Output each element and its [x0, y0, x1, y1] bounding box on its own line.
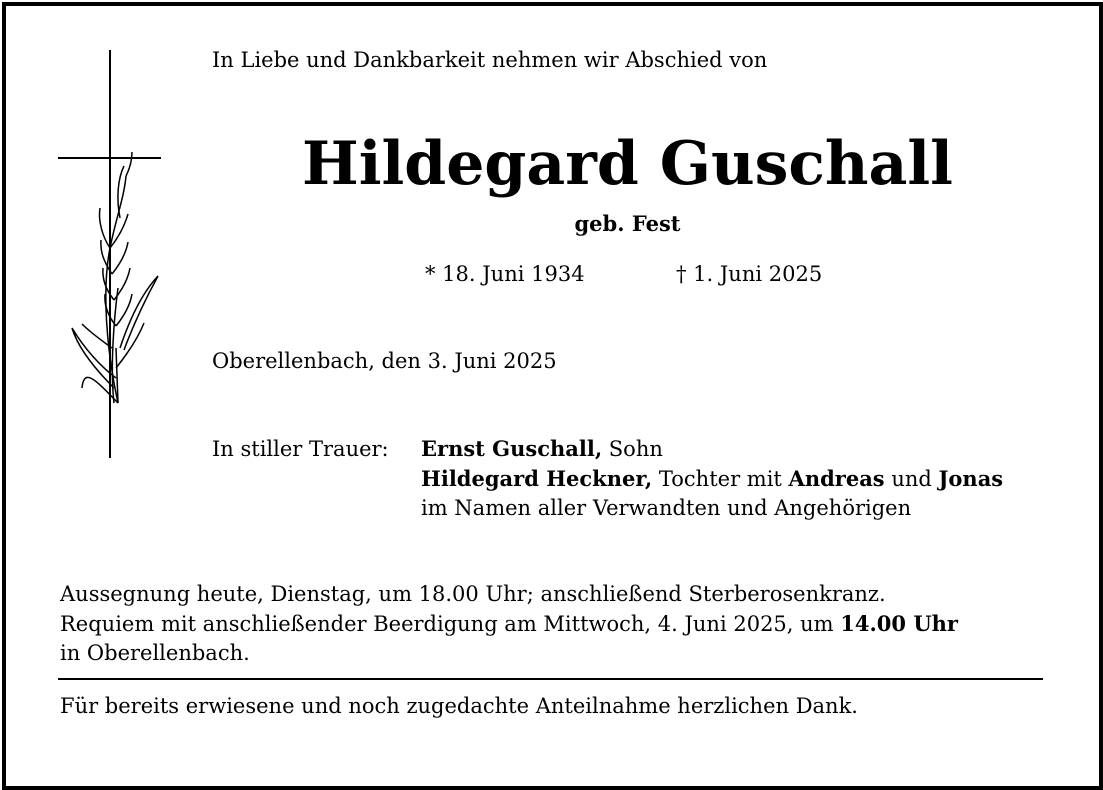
- service-time: 14.00 Uhr: [840, 611, 958, 636]
- cross-icon: [54, 48, 164, 463]
- grandchild-name: Andreas: [788, 466, 885, 491]
- divider: [58, 678, 1043, 680]
- thanks-text: Für bereits erwiesene und noch zugedachte Anteilnahme herzlichen Dank.: [60, 694, 858, 718]
- intro-text: In Liebe und Dankbarkeit nehmen wir Abschied von: [212, 48, 768, 72]
- mourner-relation: Sohn: [602, 437, 663, 461]
- mourner-relation: Tochter mit: [652, 467, 789, 491]
- grandchild-name: Jonas: [938, 466, 1004, 491]
- service-line-2: [60, 610, 958, 638]
- mourner-line-2: [421, 465, 1003, 493]
- place-date: Oberellenbach, den 3. Juni 2025: [212, 349, 557, 373]
- mourner-line-3: im Namen aller Verwandten und Angehörigen: [421, 496, 912, 520]
- service-text: Requiem mit anschließender Beerdigung am Mittwoch, 4. Juni 2025, um: [60, 612, 841, 636]
- mourners-label: In stiller Trauer:: [212, 437, 389, 461]
- deceased-name: Hildegard Guschall: [302, 129, 953, 199]
- mourner-name: Hildegard Heckner,: [421, 466, 653, 491]
- mourner-name: Ernst Guschall,: [421, 436, 603, 461]
- conjunction: und: [884, 467, 939, 491]
- maiden-name: geb. Fest: [574, 211, 681, 236]
- mourner-line-1: [421, 435, 663, 463]
- death-date: † 1. Juni 2025: [676, 262, 823, 286]
- notice-frame: [2, 2, 1103, 790]
- service-line-1: Aussegnung heute, Dienstag, um 18.00 Uhr; anschließend Sterberosenkranz.: [60, 582, 886, 606]
- birth-date: * 18. Juni 1934: [425, 262, 585, 286]
- service-line-3: in Oberellenbach.: [60, 641, 250, 665]
